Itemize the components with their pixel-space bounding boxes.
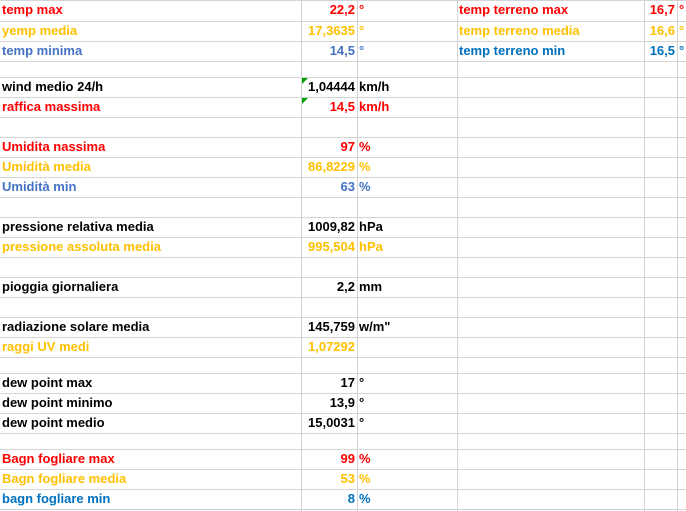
row-unit[interactable]: ° [359, 395, 365, 410]
row-label[interactable]: dew point medio [2, 415, 105, 430]
terreno-value[interactable]: 16,5 [649, 43, 675, 58]
row-gridline [0, 21, 686, 22]
row-label[interactable]: wind medio 24/h [2, 79, 104, 94]
row-value[interactable]: 2,2 [336, 279, 355, 294]
row-gridline [0, 77, 686, 78]
terreno-label[interactable]: temp terreno min [459, 43, 566, 58]
row-gridline [0, 137, 686, 138]
row-unit[interactable]: km/h [359, 99, 390, 114]
terreno-unit[interactable]: ° [679, 43, 685, 58]
row-unit[interactable]: hPa [359, 239, 383, 254]
row-gridline [0, 489, 686, 490]
row-gridline [0, 297, 686, 298]
row-value[interactable]: 97 [340, 139, 355, 154]
row-unit[interactable]: % [359, 159, 371, 174]
terreno-label[interactable]: temp terreno max [459, 2, 569, 17]
row-unit[interactable]: ° [359, 23, 365, 38]
column-gridline [644, 0, 645, 511]
row-value[interactable]: 53 [340, 471, 355, 486]
row-gridline [0, 237, 686, 238]
row-gridline [0, 469, 686, 470]
row-unit[interactable]: w/m" [359, 319, 391, 334]
row-gridline [0, 277, 686, 278]
row-label[interactable]: raggi UV medi [2, 339, 90, 354]
row-label[interactable]: temp minima [2, 43, 83, 58]
terreno-unit[interactable]: ° [679, 23, 685, 38]
row-unit[interactable]: % [359, 451, 371, 466]
row-gridline [0, 509, 686, 510]
row-gridline [0, 177, 686, 178]
row-gridline [0, 433, 686, 434]
terreno-label[interactable]: temp terreno media [459, 23, 580, 38]
row-label[interactable]: temp max [2, 2, 63, 17]
row-value[interactable]: 22,2 [329, 2, 355, 17]
row-unit[interactable]: % [359, 179, 371, 194]
row-unit[interactable]: km/h [359, 79, 390, 94]
row-unit[interactable]: ° [359, 375, 365, 390]
row-label[interactable]: yemp media [2, 23, 78, 38]
row-gridline [0, 157, 686, 158]
terreno-value[interactable]: 16,6 [649, 23, 675, 38]
row-value[interactable]: 86,8229 [308, 159, 355, 174]
row-gridline [0, 337, 686, 338]
row-value[interactable]: 8 [347, 491, 355, 506]
row-gridline [0, 217, 686, 218]
row-gridline [0, 97, 686, 98]
row-gridline [0, 41, 686, 42]
row-unit[interactable]: mm [359, 279, 383, 294]
row-value[interactable]: 995,504 [308, 239, 355, 254]
column-gridline [677, 0, 678, 511]
column-gridline [457, 0, 458, 511]
row-label[interactable]: raffica massima [2, 99, 101, 114]
row-value[interactable]: 63 [340, 179, 355, 194]
column-gridline [357, 0, 358, 511]
row-label[interactable]: radiazione solare media [2, 319, 150, 334]
row-gridline [0, 413, 686, 414]
row-gridline [0, 197, 686, 198]
row-label[interactable]: Bagn fogliare max [2, 451, 115, 466]
row-gridline [0, 393, 686, 394]
row-gridline [0, 257, 686, 258]
row-label[interactable]: bagn fogliare min [2, 491, 111, 506]
terreno-value[interactable]: 16,7 [649, 2, 675, 17]
row-value[interactable]: 17,3635 [308, 23, 355, 38]
row-value[interactable]: 17 [340, 375, 355, 390]
row-unit[interactable]: % [359, 139, 371, 154]
row-gridline [0, 0, 686, 1]
row-value[interactable]: 1,07292 [308, 339, 355, 354]
row-label[interactable]: Umidità media [2, 159, 91, 174]
row-gridline [0, 61, 686, 62]
error-indicator-icon [302, 78, 308, 84]
row-unit[interactable]: ° [359, 43, 365, 58]
row-gridline [0, 449, 686, 450]
terreno-unit[interactable]: ° [679, 2, 685, 17]
row-gridline [0, 317, 686, 318]
column-gridline [301, 0, 302, 511]
row-unit[interactable]: % [359, 471, 371, 486]
row-value[interactable]: 1009,82 [308, 219, 355, 234]
row-gridline [0, 373, 686, 374]
error-indicator-icon [302, 98, 308, 104]
row-unit[interactable]: ° [359, 2, 365, 17]
row-label[interactable]: Umidita nassima [2, 139, 106, 154]
row-value[interactable]: 99 [340, 451, 355, 466]
row-value[interactable]: 14,5 [329, 99, 355, 114]
row-unit[interactable]: % [359, 491, 371, 506]
row-value[interactable]: 13,9 [329, 395, 355, 410]
row-label[interactable]: pioggia giornaliera [2, 279, 119, 294]
row-label[interactable]: dew point max [2, 375, 93, 390]
row-gridline [0, 357, 686, 358]
row-value[interactable]: 145,759 [308, 319, 355, 334]
row-unit[interactable]: hPa [359, 219, 383, 234]
row-label[interactable]: pressione assoluta media [2, 239, 161, 254]
row-value[interactable]: 15,0031 [308, 415, 355, 430]
row-label[interactable]: Bagn fogliare media [2, 471, 127, 486]
row-value[interactable]: 14,5 [329, 43, 355, 58]
row-unit[interactable]: ° [359, 415, 365, 430]
row-label[interactable]: pressione relativa media [2, 219, 154, 234]
row-label[interactable]: Umidità min [2, 179, 77, 194]
row-label[interactable]: dew point minimo [2, 395, 113, 410]
row-gridline [0, 117, 686, 118]
row-value[interactable]: 1,04444 [308, 79, 355, 94]
